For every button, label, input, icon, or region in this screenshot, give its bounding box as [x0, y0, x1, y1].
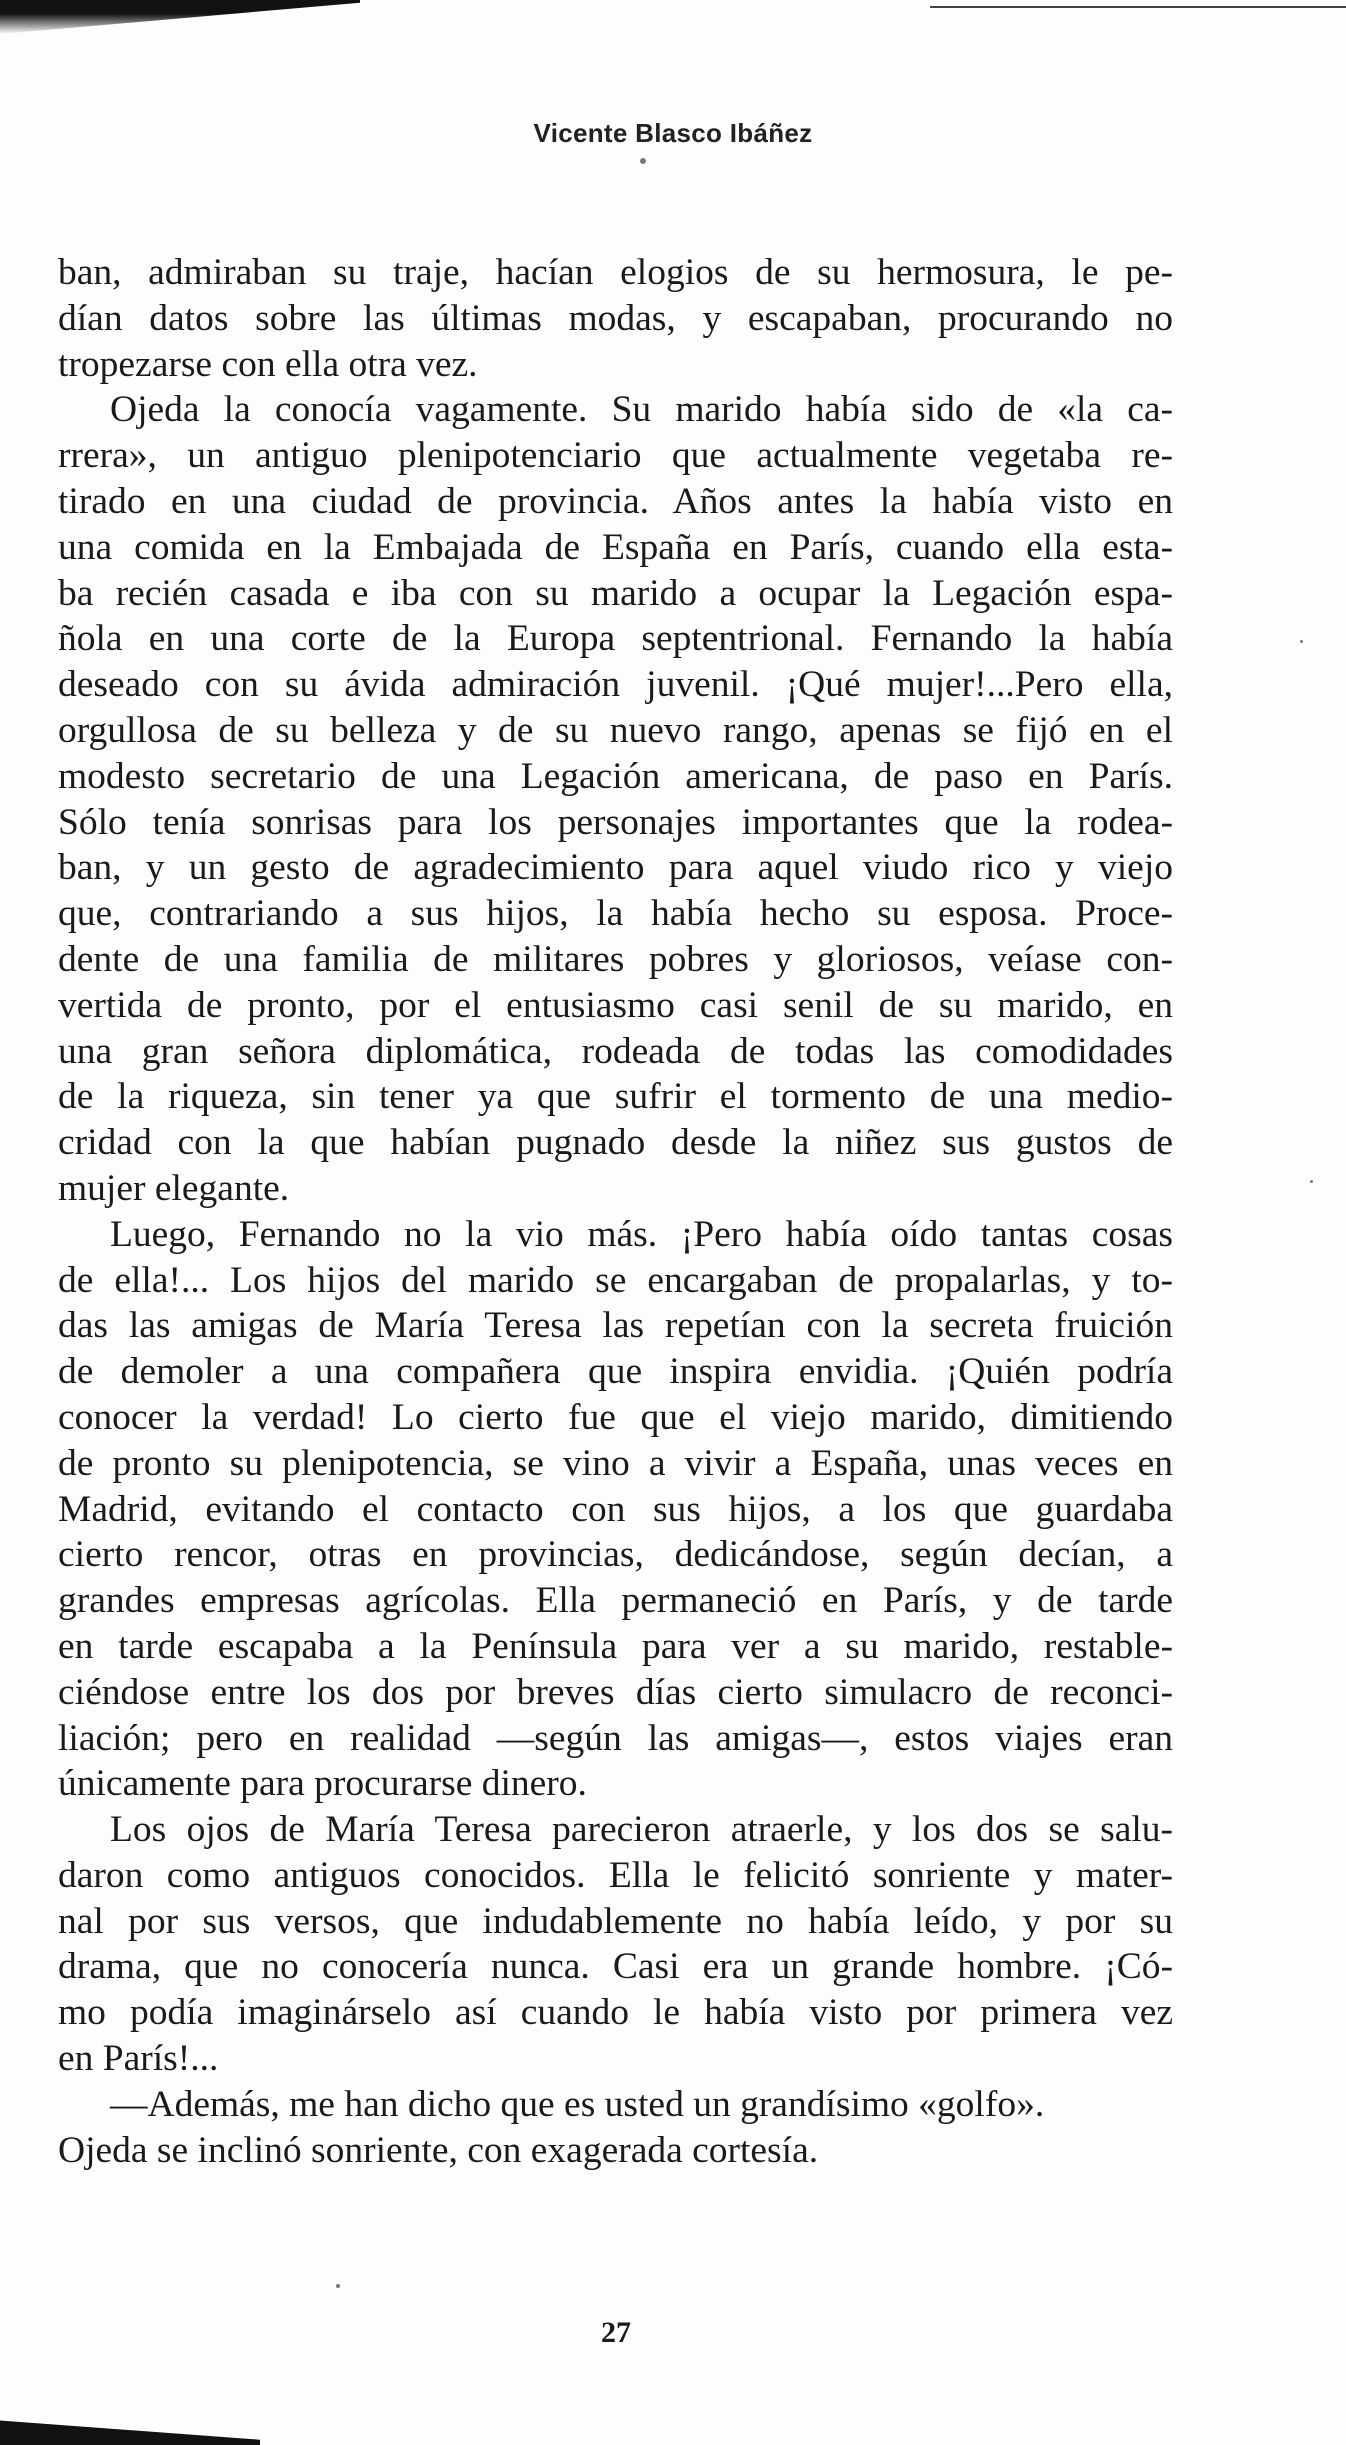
text-line: una comida en la Embajada de España en París, cuando ella esta- [58, 526, 1173, 568]
running-head: Vicente Blasco Ibáñez [533, 118, 813, 148]
text-line: de la riqueza, sin tener ya que sufrir el tormento de una medio- [58, 1076, 1173, 1118]
page-number: 27 [601, 2316, 631, 2349]
text-line: grandes empresas agrícolas. Ella permaneció en París, y de tarde [58, 1580, 1173, 1622]
text-line: mo podía imaginárselo así cuando le había visto por primera vez [58, 1992, 1173, 2034]
text-line: nal por sus versos, que indudablemente no había leído, y por su [58, 1900, 1173, 1942]
text-line: das las amigas de María Teresa las repetían con la secreta fruición [58, 1305, 1173, 1347]
scan-speck [336, 2284, 340, 2288]
scan-edge-top-right [930, 6, 1346, 8]
text-line: Ojeda la conocía vagamente. Su marido había sido de «la ca- [110, 389, 1173, 431]
text-line: tropezarse con ella otra vez. [58, 343, 478, 385]
text-line: en tarde escapaba a la Península para ver a su marido, restable- [58, 1625, 1173, 1667]
scan-speck [640, 158, 646, 164]
text-line: —Además, me han dicho que es usted un grandísimo «golfo». [110, 2083, 1045, 2125]
text-line: vertida de pronto, por el entusiasmo casi senil de su marido, en [58, 984, 1173, 1026]
text-line: ban, y un gesto de agradecimiento para aquel viudo rico y viejo [58, 847, 1173, 889]
text-line: tirado en una ciudad de provincia. Años antes la había visto en [58, 480, 1173, 522]
text-line: deseado con su ávida admiración juvenil. ¡Qué mujer!...Pero ella, [58, 664, 1173, 706]
text-line: dían datos sobre las últimas modas, y escapaban, procurando no [58, 297, 1173, 339]
text-line: cridad con la que habían pugnado desde la niñez sus gustos de [58, 1122, 1173, 1164]
text-line: orgullosa de su belleza y de su nuevo rango, apenas se fijó en el [58, 709, 1173, 751]
scan-speck [1310, 1180, 1313, 1183]
text-line: daron como antiguos conocidos. Ella le felicitó sonriente y mater- [58, 1854, 1173, 1896]
text-line: rrera», un antiguo plenipotenciario que actualmente vegetaba re- [58, 435, 1173, 477]
text-line: dente de una familia de militares pobres y gloriosos, veíase con- [58, 938, 1173, 980]
text-line: conocer la verdad! Lo cierto fue que el viejo marido, dimitiendo [58, 1396, 1173, 1438]
text-line: Luego, Fernando no la vio más. ¡Pero había oído tantas cosas [110, 1213, 1173, 1255]
text-line: de demoler a una compañera que inspira envidia. ¡Quién podría [58, 1351, 1173, 1393]
text-line: ba recién casada e iba con su marido a ocupar la Legación espa- [58, 572, 1173, 614]
text-line: una gran señora diplomática, rodeada de todas las comodidades [58, 1030, 1173, 1072]
text-line: ciéndose entre los dos por breves días cierto simulacro de reconci- [58, 1671, 1173, 1713]
scan-speck [1300, 640, 1303, 643]
text-line: en París!... [58, 2038, 219, 2080]
text-line: Ojeda se inclinó sonriente, con exagerada cortesía. [58, 2129, 819, 2171]
scan-edge-bottom [0, 2410, 260, 2445]
text-line: liación; pero en realidad —según las amigas—, estos viajes eran [58, 1717, 1173, 1759]
text-line: ñola en una corte de la Europa septentrional. Fernando la había [58, 618, 1173, 660]
scan-edge-top [0, 0, 360, 34]
text-line: Sólo tenía sonrisas para los personajes importantes que la rodea- [58, 801, 1173, 843]
text-line: de ella!... Los hijos del marido se encargaban de propalarlas, y to- [58, 1259, 1173, 1301]
text-line: ban, admiraban su traje, hacían elogios de su hermosura, le pe- [58, 252, 1173, 293]
text-line: que, contrariando a sus hijos, la había hecho su esposa. Proce- [58, 893, 1173, 935]
body-text [58, 250, 1173, 2173]
text-line: Los ojos de María Teresa parecieron atraerle, y los dos se salu- [110, 1809, 1173, 1851]
text-line: drama, que no conocería nunca. Casi era un grande hombre. ¡Có- [58, 1946, 1173, 1988]
text-line: mujer elegante. [58, 1167, 290, 1209]
text-line: modesto secretario de una Legación americana, de paso en París. [58, 755, 1173, 797]
text-line: únicamente para procurarse dinero. [58, 1763, 587, 1805]
text-line: Madrid, evitando el contacto con sus hijos, a los que guardaba [58, 1488, 1173, 1530]
text-line: de pronto su plenipotencia, se vino a vivir a España, unas veces en [58, 1442, 1173, 1484]
text-line: cierto rencor, otras en provincias, dedicándose, según decían, a [58, 1534, 1173, 1576]
